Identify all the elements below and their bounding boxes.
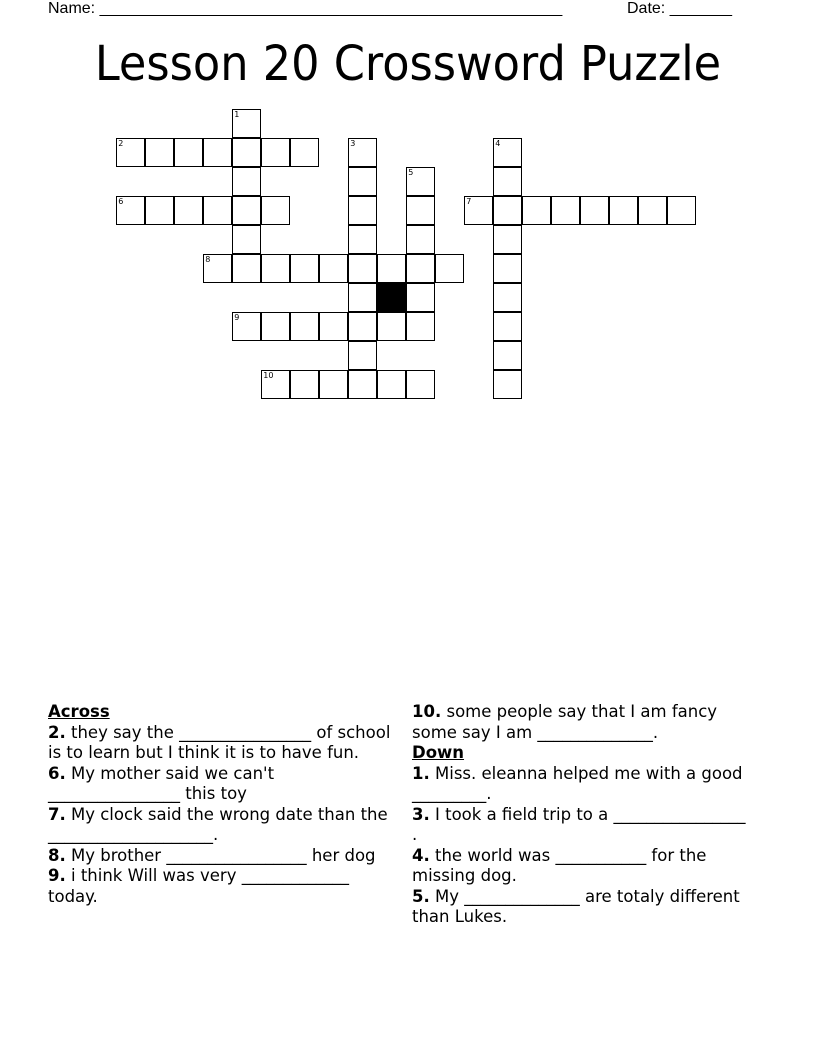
grid-cell[interactable] bbox=[290, 370, 319, 399]
clue-number-label: 8 bbox=[205, 255, 211, 265]
grid-cell[interactable] bbox=[377, 254, 406, 283]
clue-number-label: 4 bbox=[495, 139, 501, 149]
grid-cell[interactable] bbox=[406, 167, 435, 196]
grid-cell[interactable] bbox=[493, 254, 522, 283]
grid-cell[interactable] bbox=[377, 312, 406, 341]
clue-number: 2. bbox=[48, 722, 66, 742]
grid-cell[interactable] bbox=[406, 254, 435, 283]
grid-cell[interactable] bbox=[290, 254, 319, 283]
grid-cell[interactable] bbox=[290, 138, 319, 167]
clue-number: 6. bbox=[48, 763, 66, 783]
grid-cell[interactable] bbox=[464, 196, 493, 225]
grid-cell[interactable] bbox=[232, 167, 261, 196]
grid-cell[interactable] bbox=[348, 341, 377, 370]
grid-cell[interactable] bbox=[406, 312, 435, 341]
grid-cell[interactable] bbox=[116, 196, 145, 225]
clue-down-1 bbox=[412, 764, 752, 805]
grid-cell[interactable] bbox=[232, 225, 261, 254]
clue-text: My brother _________________ her dog bbox=[65, 845, 376, 865]
clue-across-7 bbox=[48, 805, 393, 846]
grid-cell-blocked bbox=[377, 283, 406, 312]
grid-cell[interactable] bbox=[493, 341, 522, 370]
grid-cell[interactable] bbox=[493, 312, 522, 341]
clue-text: My ______________ are totaly different than Lukes. bbox=[412, 886, 740, 926]
grid-cell[interactable] bbox=[493, 283, 522, 312]
grid-cell[interactable] bbox=[145, 138, 174, 167]
grid-cell[interactable] bbox=[551, 196, 580, 225]
grid-cell[interactable] bbox=[406, 225, 435, 254]
grid-cell[interactable] bbox=[261, 370, 290, 399]
clues-column-right bbox=[412, 702, 752, 928]
grid-cell[interactable] bbox=[348, 138, 377, 167]
grid-cell[interactable] bbox=[348, 283, 377, 312]
grid-cell[interactable] bbox=[348, 370, 377, 399]
grid-cell[interactable] bbox=[493, 167, 522, 196]
clue-number: 9. bbox=[48, 866, 66, 885]
clue-number: 10. bbox=[412, 702, 442, 721]
grid-cell[interactable] bbox=[203, 196, 232, 225]
grid-cell[interactable] bbox=[232, 109, 261, 138]
clue-text: they say the ________________ of school is to learn but I think it is to have fun. bbox=[48, 722, 391, 762]
grid-cell[interactable] bbox=[116, 138, 145, 167]
grid-cell[interactable] bbox=[638, 196, 667, 225]
grid-cell[interactable] bbox=[435, 254, 464, 283]
grid-cell[interactable] bbox=[406, 370, 435, 399]
clue-text: My mother said we can't ________________ this toy bbox=[48, 763, 275, 803]
clue-number: 5. bbox=[412, 886, 430, 906]
clue-number: 4. bbox=[412, 845, 430, 865]
clue-number-label: 7 bbox=[466, 197, 472, 207]
grid-cell[interactable] bbox=[580, 196, 609, 225]
grid-cell[interactable] bbox=[232, 254, 261, 283]
grid-cell[interactable] bbox=[319, 370, 348, 399]
clue-number-label: 5 bbox=[408, 168, 414, 178]
clue-across-6 bbox=[48, 764, 393, 805]
grid-cell[interactable] bbox=[406, 283, 435, 312]
grid-cell[interactable] bbox=[348, 196, 377, 225]
grid-cell[interactable] bbox=[261, 196, 290, 225]
grid-cell[interactable] bbox=[203, 138, 232, 167]
clue-text: Miss. eleanna helped me with a good _________. bbox=[412, 763, 743, 803]
clue-across-2 bbox=[48, 723, 393, 764]
name-field-label: Name: ____________________________________________________ bbox=[48, 0, 563, 17]
clues-column-left bbox=[48, 702, 393, 907]
clue-number-label: 9 bbox=[234, 313, 240, 323]
grid-cell[interactable] bbox=[319, 312, 348, 341]
grid-cell[interactable] bbox=[522, 196, 551, 225]
grid-cell[interactable] bbox=[261, 312, 290, 341]
clue-text: some people say that I am fancy some say I am ______________. bbox=[412, 702, 718, 742]
grid-cell[interactable] bbox=[348, 167, 377, 196]
clue-number-label: 3 bbox=[350, 139, 356, 149]
date-field-label: Date: _______ bbox=[627, 0, 732, 17]
clue-number: 3. bbox=[412, 804, 430, 824]
crossword-grid bbox=[0, 0, 816, 420]
clue-text: the world was ___________ for the missing dog. bbox=[412, 845, 707, 885]
clue-across-9 bbox=[48, 866, 393, 907]
grid-cell[interactable] bbox=[348, 312, 377, 341]
grid-cell[interactable] bbox=[232, 312, 261, 341]
clue-text: I took a field trip to a ________________ . bbox=[412, 804, 746, 844]
grid-cell[interactable] bbox=[145, 196, 174, 225]
grid-cell[interactable] bbox=[174, 196, 203, 225]
clue-number: 8. bbox=[48, 845, 66, 865]
page-title: Lesson 20 Crossword Puzzle bbox=[94, 36, 722, 92]
grid-cell[interactable] bbox=[348, 254, 377, 283]
clue-number-label: 2 bbox=[118, 139, 124, 149]
grid-cell[interactable] bbox=[493, 138, 522, 167]
grid-cell[interactable] bbox=[232, 196, 261, 225]
grid-cell[interactable] bbox=[319, 254, 348, 283]
clue-text: My clock said the wrong date than the ____________________. bbox=[48, 804, 388, 844]
grid-cell[interactable] bbox=[667, 196, 696, 225]
clue-number-label: 1 bbox=[234, 110, 240, 120]
grid-cell[interactable] bbox=[609, 196, 638, 225]
grid-cell[interactable] bbox=[493, 370, 522, 399]
grid-cell[interactable] bbox=[493, 196, 522, 225]
clue-across-10 bbox=[412, 702, 752, 743]
clue-number-label: 6 bbox=[118, 197, 124, 207]
grid-cell[interactable] bbox=[232, 138, 261, 167]
grid-cell[interactable] bbox=[406, 196, 435, 225]
grid-cell[interactable] bbox=[493, 225, 522, 254]
across-heading: Across bbox=[48, 702, 110, 721]
clue-down-5 bbox=[412, 887, 752, 928]
grid-cell[interactable] bbox=[261, 254, 290, 283]
clue-number: 1. bbox=[412, 763, 430, 783]
clue-down-3 bbox=[412, 805, 752, 846]
grid-cell[interactable] bbox=[174, 138, 203, 167]
down-heading: Down bbox=[412, 743, 465, 762]
grid-cell[interactable] bbox=[377, 370, 406, 399]
grid-cell[interactable] bbox=[290, 312, 319, 341]
clue-number-label: 10 bbox=[263, 371, 274, 381]
grid-cell[interactable] bbox=[348, 225, 377, 254]
grid-cell[interactable] bbox=[203, 254, 232, 283]
grid-cell[interactable] bbox=[261, 138, 290, 167]
clue-text: i think Will was very _____________ today. bbox=[48, 866, 349, 906]
clue-number: 7. bbox=[48, 804, 66, 824]
clue-down-4 bbox=[412, 846, 752, 887]
clue-across-8 bbox=[48, 846, 393, 867]
